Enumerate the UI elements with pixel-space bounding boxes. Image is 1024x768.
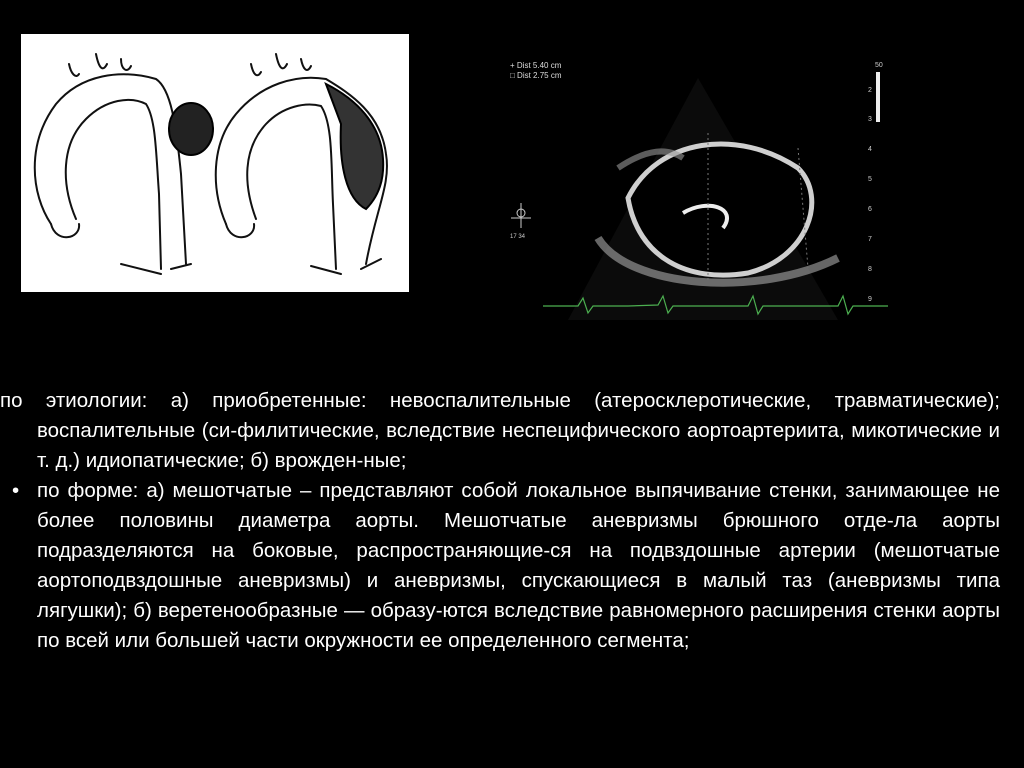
probe-orientation-icon — [511, 203, 531, 228]
depth-unit: 50 — [875, 62, 883, 69]
text-body — [0, 386, 1000, 656]
depth-tick-3: 3 — [868, 116, 872, 123]
depth-tick-8: 8 — [868, 266, 872, 273]
dist-measurement-2: □ Dist 2.75 cm — [510, 71, 562, 80]
dist-measurement-1: + Dist 5.40 cm — [510, 61, 562, 70]
depth-tick-7: 7 — [868, 236, 872, 243]
depth-tick-2: 2 — [868, 87, 872, 94]
gain-label: 17 34 — [510, 234, 526, 240]
depth-tick-5: 5 — [868, 176, 872, 183]
depth-tick-9: 9 — [868, 296, 872, 303]
saccular-bulge — [169, 103, 213, 155]
depth-tick-4: 4 — [868, 146, 872, 153]
depth-tick-6: 6 — [868, 206, 872, 213]
etiology-paragraph: по этиологии: а) приобретенные: невоспалительные (атеросклеротические, травматические); воспалительные (си-филитические, вследствие неспецифического аортоартериита, микотические и т. д.) идиопатические; б) врожден-ные; — [0, 389, 1000, 472]
echocardiogram-image — [508, 58, 888, 323]
aneurysm-drawing — [21, 34, 409, 292]
bullet-marker: • — [12, 479, 20, 502]
form-paragraph-text: по форме: а) мешотчатые – представляют собой локальное выпячивание стенки, занимающее не более половины диаметра аорты. Мешотчатые аневризмы брюшного отде-ла аорты подразделяются на боковые, распространяющие-ся на подвздошные артерии (мешотчатые аортоподвздошные аневризмы) и аневризмы, спускающиеся в малый таз (аневризмы типа лягушки); б) веретенообразные — образу-ются вследствие равномерного расширения стенки аорты по всей или большей части окружности ее определенного сегмента; — [37, 479, 1000, 652]
form-paragraph — [0, 476, 1000, 656]
